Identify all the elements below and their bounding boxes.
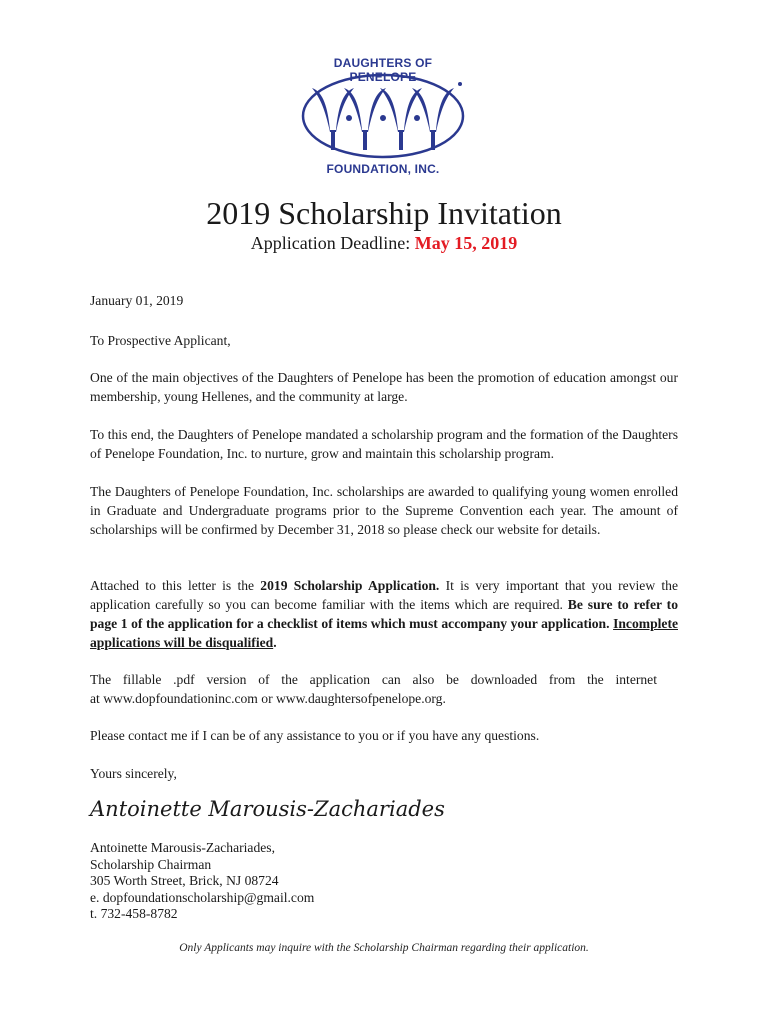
p4-application-name: 2019 Scholarship Application.: [260, 578, 440, 593]
paragraph-1: One of the main objectives of the Daughters of Penelope has been the promotion of education amongst our membership, young Hellenes, and the community at large.: [90, 370, 678, 404]
p4-text-a: Attached to this letter is the: [90, 578, 261, 593]
paragraph-6: Please contact me if I can be of any assistance to you or if you have any questions.: [90, 728, 540, 743]
logo-bottom-text: FOUNDATION, INC.: [326, 162, 440, 176]
address-line: t. 732-458-8782: [90, 906, 178, 921]
address-line: e. dopfoundationscholarship@gmail.com: [90, 889, 315, 905]
p4-checklist-note: Be sure to refer to page 1 of the application for a checklist of items which must accompany your application.: [90, 597, 678, 631]
footer-note: Only Applicants may inquire with the Scholarship Chairman regarding their application.: [179, 942, 589, 954]
foundation-logo: [300, 56, 466, 180]
signature: Antoinette Marousis-Zachariades: [90, 797, 445, 821]
closing: Yours sincerely,: [90, 766, 177, 781]
letter-date: January 01, 2019: [90, 293, 184, 308]
paragraph-5-line-2: at www.dopfoundationinc.com or www.daughtersofpenelope.org.: [90, 691, 446, 706]
p4-period: .: [273, 635, 277, 650]
logo-top-text: DAUGHTERS OF PENELOPE: [333, 56, 433, 84]
penelope-emblem-icon: [300, 70, 466, 162]
address-line: Antoinette Marousis-Zachariades,: [90, 840, 275, 855]
deadline-date: May 15, 2019: [414, 233, 518, 253]
paragraph-4: [90, 576, 678, 652]
paragraph-5-line-1: The fillable .pdf version of the application can also be downloaded from the internet: [90, 672, 657, 687]
p4-text-c: It is very important that you review the application carefully so you can become familiar with the items which are required.: [90, 578, 678, 612]
deadline-label: Application Deadline:: [250, 233, 415, 253]
p4-disqualified-note: Incomplete applications will be disqualified: [90, 616, 678, 650]
salutation: To Prospective Applicant,: [90, 333, 231, 348]
address-line: 305 Worth Street, Brick, NJ 08724: [90, 873, 279, 888]
address-line: Scholarship Chairman: [90, 856, 212, 872]
page-title: 2019 Scholarship Invitation: [206, 195, 562, 231]
signature-block: [90, 840, 314, 923]
paragraph-3: The Daughters of Penelope Foundation, Inc. scholarships are awarded to qualifying young women enrolled in Graduate and Undergraduate programs prior to the Supreme Convention each year. The amount of scholarships will be confirmed by December 31, 2018 so please check our website for details.: [90, 484, 678, 537]
deadline-line: [0, 232, 768, 254]
paragraph-2: To this end, the Daughters of Penelope mandated a scholarship program and the formation of the Daughters of Penelope Foundation, Inc. to nurture, grow and maintain this scholarship program.: [90, 427, 678, 461]
